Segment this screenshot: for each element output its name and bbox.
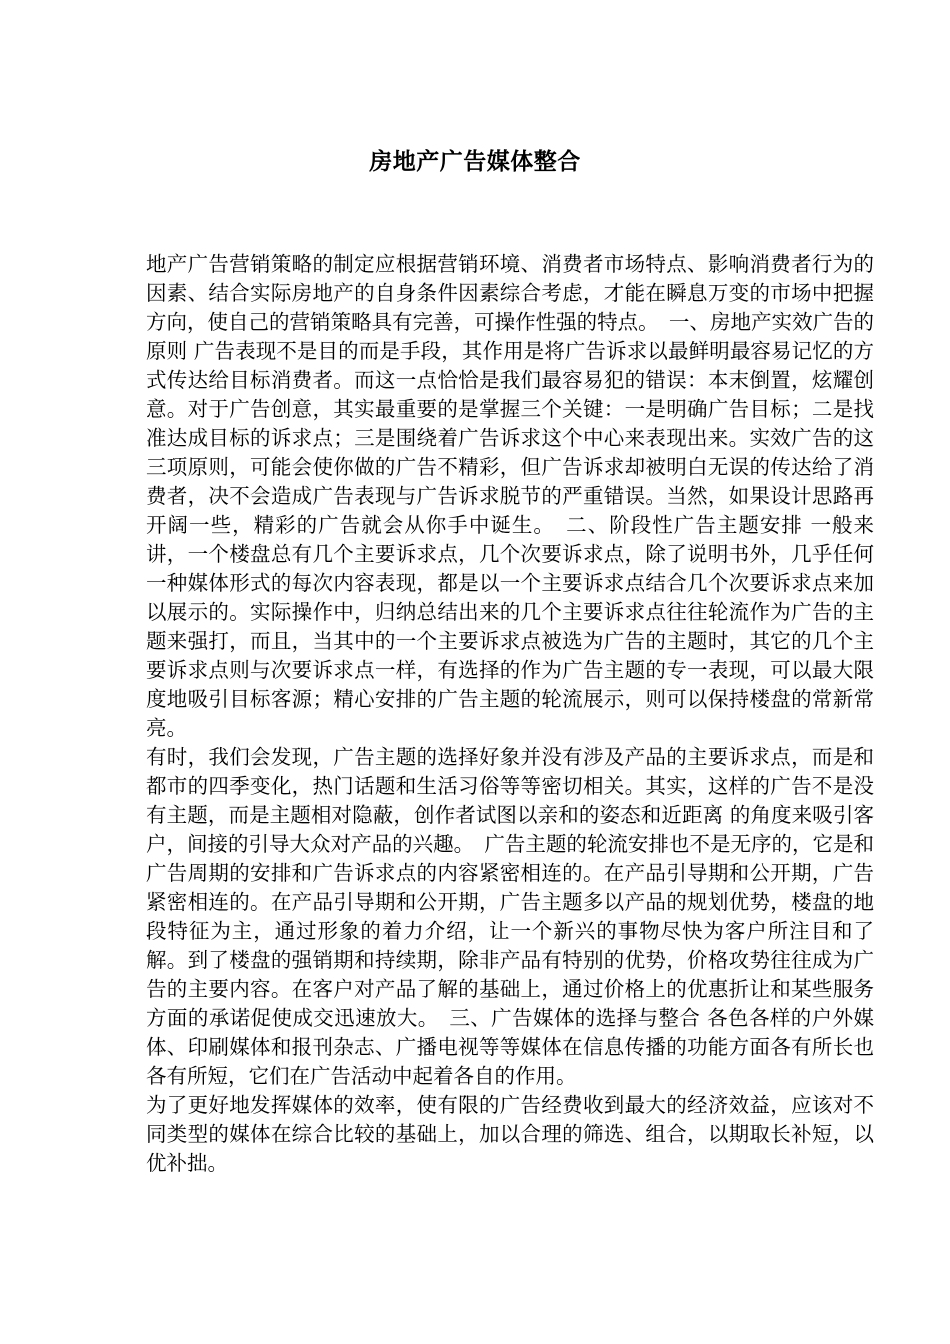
document-title: 房地产广告媒体整合 — [369, 148, 581, 175]
document-body — [146, 250, 874, 1178]
body-paragraph-3: 为了更好地发挥媒体的效率，使有限的广告经费收到最大的经济效益，应该对不同类型的媒体在综合比较的基础上，加以合理的筛选、组合，以期取长补短，以优补拙。 — [146, 1093, 874, 1175]
body-paragraph-2: 有时，我们会发现，广告主题的选择好象并没有涉及产品的主要诉求点，而是和都市的四季变化，热门话题和生活习俗等等密切相关。其实，这样的广告不是没有主题，而是主题相对隐蔽，创作者试图以亲和的姿态和近距离 的角度来吸引客户，间接的引导大众对产品的兴趣。 广告主题的轮流安排也不是无序的，它是和广告周期的安排和广告诉求点的内容紧密相连的。在产品引导期和公开期，广告紧密相连的。在产品引导期和公开期，广告主题多以产品的规划优势，楼盘的地段特征为主，通过形象的着力介绍，让一个新兴的事物尽快为客户所注目和了解。到了楼盘的强销期和持续期，除非产品有特别的优势，价格攻势往往成为广告的主要内容。在客户对产品了解的基础上，通过价格上的优惠折让和某些服务方面的承诺促使成交迅速放大。 三、广告媒体的选择与整合 各色各样的户外媒体、印刷媒体和报刊杂志、广播电视等等媒体在信息传播的功能方面各有所长也各有所短，它们在广告活动中起着各自的作用。 — [146, 745, 874, 1088]
body-paragraph-1: 地产广告营销策略的制定应根据营销环境、消费者市场特点、影响消费者行为的因素、结合实际房地产的自身条件因素综合考虑，才能在瞬息万变的市场中把握方向，使自己的营销策略具有完善，可操作性强的特点。 一、房地产实效广告的原则 广告表现不是目的而是手段，其作用是将广告诉求以最鲜明最容易记忆的方式传达给目标消费者。而这一点恰恰是我们最容易犯的错误：本末倒置，炫耀创意。对于广告创意，其实最重要的是掌握三个关键：一是明确广告目标；二是找准达成目标的诉求点；三是围绕着广告诉求这个中心来表现出来。实效广告的这三项原则，可能会使你做的广告不精彩，但广告诉求却被明白无误的传达给了消费者，决不会造成广告表现与广告诉求脱节的严重错误。当然，如果设计思路再开阔一些，精彩的广告就会从你手中诞生。 二、阶段性广告主题安排 一般来讲，一个楼盘总有几个主要诉求点，几个次要诉求点，除了说明书外，几乎任何一种媒体形式的每次内容表现，都是以一个主要诉求点结合几个次要诉求点来加以展示的。实际操作中，归纳总结出来的几个主要诉求点往往轮流作为广告的主题来强打，而且，当其中的一个主要诉求点被选为广告的主题时，其它的几个主要诉求点则与次要诉求点一样，有选择的作为广告主题的专一表现，可以最大限度地吸引目标客源；精心安排的广告主题的轮流展示，则可以保持楼盘的常新常亮。 — [146, 252, 874, 740]
